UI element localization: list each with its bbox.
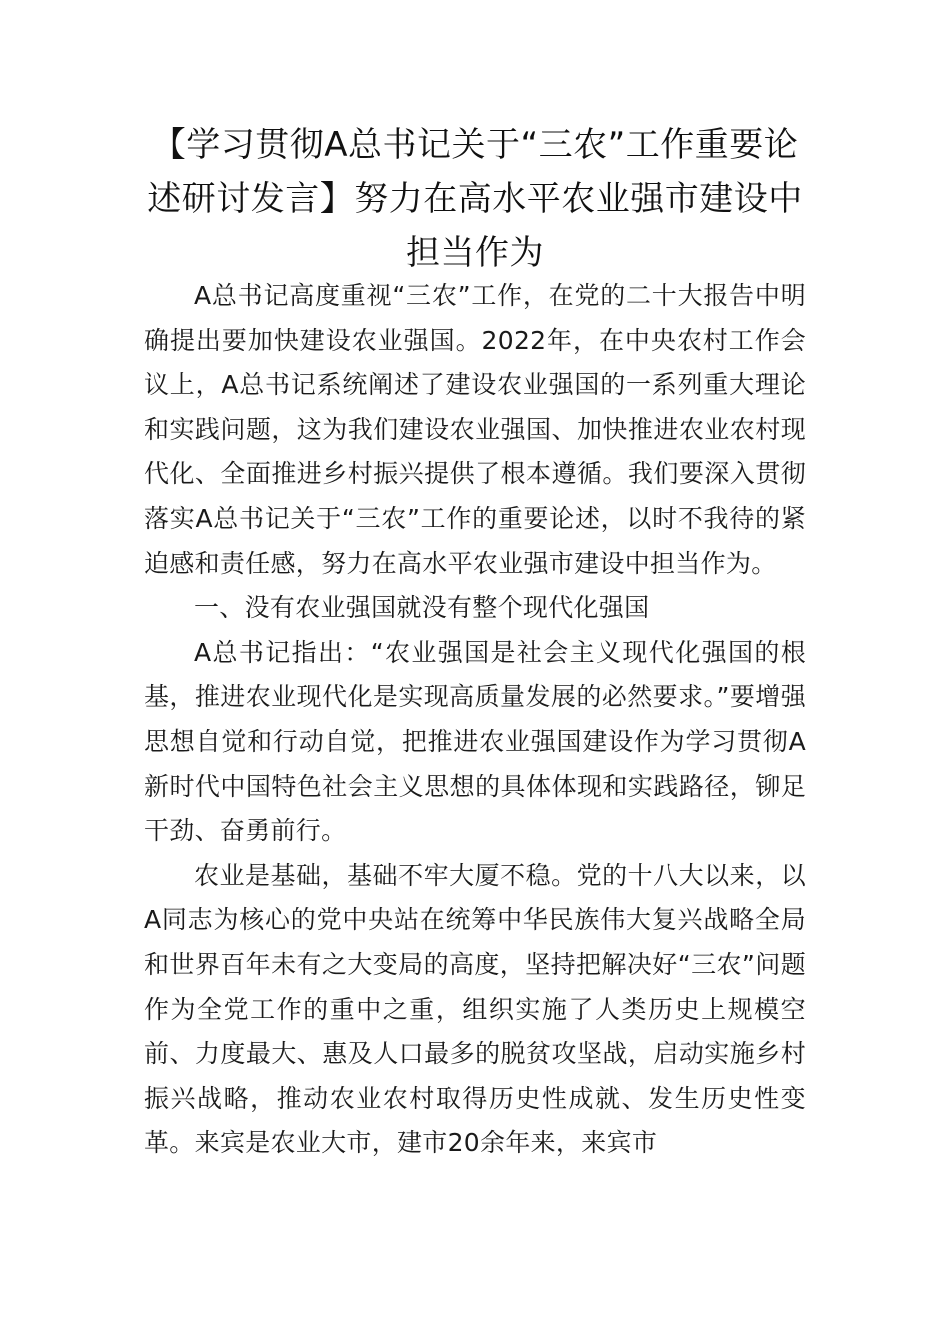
document-body [144, 274, 806, 1166]
document-title: 【学习贯彻A总书记关于“三农”工作重要论述研讨发言】努力在高水平农业强市建设中担当作为 [147, 125, 803, 273]
intro-paragraph: A总书记高度重视“三农”工作，在党的二十大报告中明确提出要加快建设农业强国。2022年，在中央农村工作会议上，A总书记系统阐述了建设农业强国的一系列重大理论和实践问题，这为我们建设农业强国、加快推进农业农村现代化、全面推进乡村振兴提供了根本遵循。我们要深入贯彻落实A总书记关于“三农”工作的重要论述，以时不我待的紧迫感和责任感，努力在高水平农业强市建设中担当作为。 [144, 281, 806, 578]
quote-paragraph: A总书记指出：“农业强国是社会主义现代化强国的根基，推进农业现代化是实现高质量发展的必然要求。”要增强思想自觉和行动自觉，把推进农业强国建设作为学习贯彻A新时代中国特色社会主义思想的具体体现和实践路径，铆足干劲、奋勇前行。 [144, 637, 806, 846]
section-heading: 一、没有农业强国就没有整个现代化强国 [194, 593, 650, 623]
body-paragraph: 农业是基础，基础不牢大厦不稳。党的十八大以来，以A同志为核心的党中央站在统筹中华民族伟大复兴战略全局和世界百年未有之大变局的高度，坚持把解决好“三农”问题作为全党工作的重中之重，组织实施了人类历史上规模空前、力度最大、惠及人口最多的脱贫攻坚战，启动实施乡村振兴战略，推动农业农村取得历史性成就、发生历史性变革。来宾是农业大市，建市20余年来，来宾市 [144, 860, 806, 1158]
